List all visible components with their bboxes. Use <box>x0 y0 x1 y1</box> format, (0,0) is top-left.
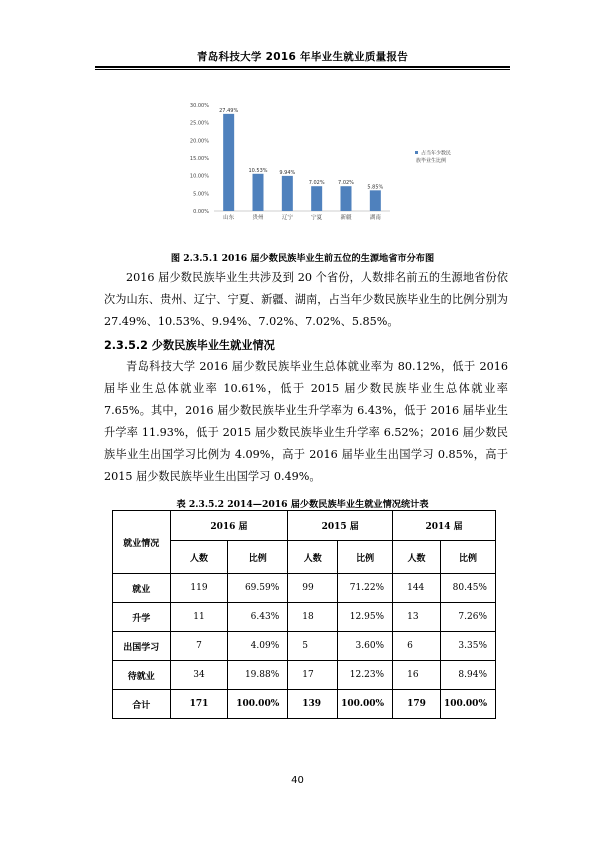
chart-svg <box>180 95 480 230</box>
x-tick-label: 山东 <box>223 215 235 221</box>
bar <box>370 190 381 211</box>
ratio-header: 比例 <box>338 541 393 574</box>
cell-ratio: 100.00% <box>228 690 288 719</box>
bar <box>311 186 322 211</box>
cell-ratio: 80.45% <box>441 574 496 603</box>
table-row-study-abroad <box>113 632 496 661</box>
page-header: 青岛科技大学 2016 年毕业生就业质量报告 <box>196 51 409 63</box>
cell-count: 5 <box>288 632 338 661</box>
data-label: 27.49% <box>219 107 239 114</box>
row-label: 出国学习 <box>113 632 171 661</box>
cell-ratio: 71.22% <box>338 574 393 603</box>
row-label: 升学 <box>113 603 171 632</box>
row-label: 待就业 <box>113 661 171 690</box>
bar <box>341 186 352 211</box>
y-tick-label: 15.00% <box>189 156 209 162</box>
ratio-header: 比例 <box>228 541 288 574</box>
bar <box>223 114 234 211</box>
bar-chart <box>180 95 480 230</box>
cell-ratio: 3.35% <box>441 632 496 661</box>
cell-ratio: 6.43% <box>228 603 288 632</box>
x-tick-label: 宁夏 <box>311 215 323 221</box>
data-label: 7.02% <box>308 180 325 187</box>
figure-caption: 图 2.3.5.1 2016 届少数民族毕业生前五位的生源地省市分布图 <box>170 253 435 264</box>
cell-count: 17 <box>288 661 338 690</box>
header-rule <box>95 66 510 68</box>
cell-ratio: 3.60% <box>338 632 393 661</box>
x-tick-label: 湖南 <box>369 215 381 221</box>
year-header-2015: 2015 届 <box>288 511 393 541</box>
y-tick-label: 10.00% <box>189 173 209 180</box>
page-number: 40 <box>291 775 304 786</box>
data-label: 5.85% <box>367 184 384 191</box>
y-tick-label: 30.00% <box>189 103 209 109</box>
cell-ratio: 100.00% <box>338 690 393 719</box>
cell-ratio: 100.00% <box>441 690 496 719</box>
year-header-2016: 2016 届 <box>170 511 288 541</box>
count-header: 人数 <box>288 541 338 574</box>
y-tick-label: 25.00% <box>189 120 209 127</box>
legend-label: 占当年少数民 <box>421 150 452 157</box>
legend-swatch <box>415 151 418 154</box>
legend-label: 族毕业生比例 <box>416 158 447 164</box>
y-tick-label: 0.00% <box>193 209 209 215</box>
bar <box>253 174 264 211</box>
paragraph-origin-provinces: 2016 届少数民族毕业生共涉及到 20 个省份，人数排名前五的生源地省份依次为山东、贵州、辽宁、宁夏、新疆、湖南，占当年少数民族毕业生的比例分别为 27.49%、10.53%、9.94%、7.02%、7.02%、5.85%。 <box>104 271 508 328</box>
cell-ratio: 12.23% <box>338 661 393 690</box>
cell-ratio: 7.26% <box>441 603 496 632</box>
count-header: 人数 <box>170 541 228 574</box>
x-tick-label: 新疆 <box>340 215 352 221</box>
cell-count: 99 <box>288 574 338 603</box>
y-tick-label: 5.00% <box>193 191 209 198</box>
table-corner-header: 就业情况 <box>113 511 171 574</box>
cell-ratio: 8.94% <box>441 661 496 690</box>
table-header-row <box>113 511 496 541</box>
data-label: 7.02% <box>338 180 354 187</box>
data-label: 9.94% <box>279 169 296 176</box>
cell-count: 171 <box>170 690 228 719</box>
cell-ratio: 69.59% <box>228 574 288 603</box>
row-label: 合计 <box>113 690 171 719</box>
row-label: 就业 <box>113 574 171 603</box>
count-header: 人数 <box>393 541 441 574</box>
y-tick-label: 20.00% <box>189 138 209 145</box>
cell-count: 34 <box>170 661 228 690</box>
cell-count: 6 <box>393 632 441 661</box>
table-subheader-row <box>113 541 496 574</box>
table-row-awaiting <box>113 661 496 690</box>
cell-ratio: 19.88% <box>228 661 288 690</box>
section-heading: 2.3.5.2 少数民族毕业生就业情况 <box>104 339 275 352</box>
table-row-further-study <box>113 603 496 632</box>
cell-count: 119 <box>170 574 228 603</box>
cell-count: 139 <box>288 690 338 719</box>
bar <box>282 176 293 211</box>
table-caption: 表 2.3.5.2 2014—2016 届少数民族毕业生就业情况统计表 <box>176 499 429 510</box>
x-tick-label: 贵州 <box>252 215 264 221</box>
data-label: 10.53% <box>248 167 268 174</box>
employment-table <box>112 510 496 719</box>
cell-count: 144 <box>393 574 441 603</box>
table-row-employed <box>113 574 496 603</box>
cell-count: 18 <box>288 603 338 632</box>
paragraph-employment: 青岛科技大学 2016 届少数民族毕业生总体就业率为 80.12%，低于 2016 届毕业生总体就业率 10.61%，低于 2015 届少数民族毕业生总体就业率 7.65%。其中，2016 届少数民族毕业生升学率为 6.43%，低于 2016 届毕业生升学率 11.93%，低于 2015 届少数民族毕业生升学率 6.52%；2016 届少数民族毕业生出国学习比例为 4.09%，高于 2016 届毕业生出国学习 0.85%，高于 2015 届少数民族毕业生出国学习 0.49%。 <box>104 360 508 483</box>
year-header-2014: 2014 届 <box>393 511 496 541</box>
x-tick-label: 辽宁 <box>281 215 293 221</box>
cell-ratio: 12.95% <box>338 603 393 632</box>
header-rule-thin <box>95 69 510 70</box>
cell-count: 179 <box>393 690 441 719</box>
cell-count: 16 <box>393 661 441 690</box>
cell-count: 7 <box>170 632 228 661</box>
ratio-header: 比例 <box>441 541 496 574</box>
cell-count: 11 <box>170 603 228 632</box>
table-row-total <box>113 690 496 719</box>
cell-count: 13 <box>393 603 441 632</box>
cell-ratio: 4.09% <box>228 632 288 661</box>
